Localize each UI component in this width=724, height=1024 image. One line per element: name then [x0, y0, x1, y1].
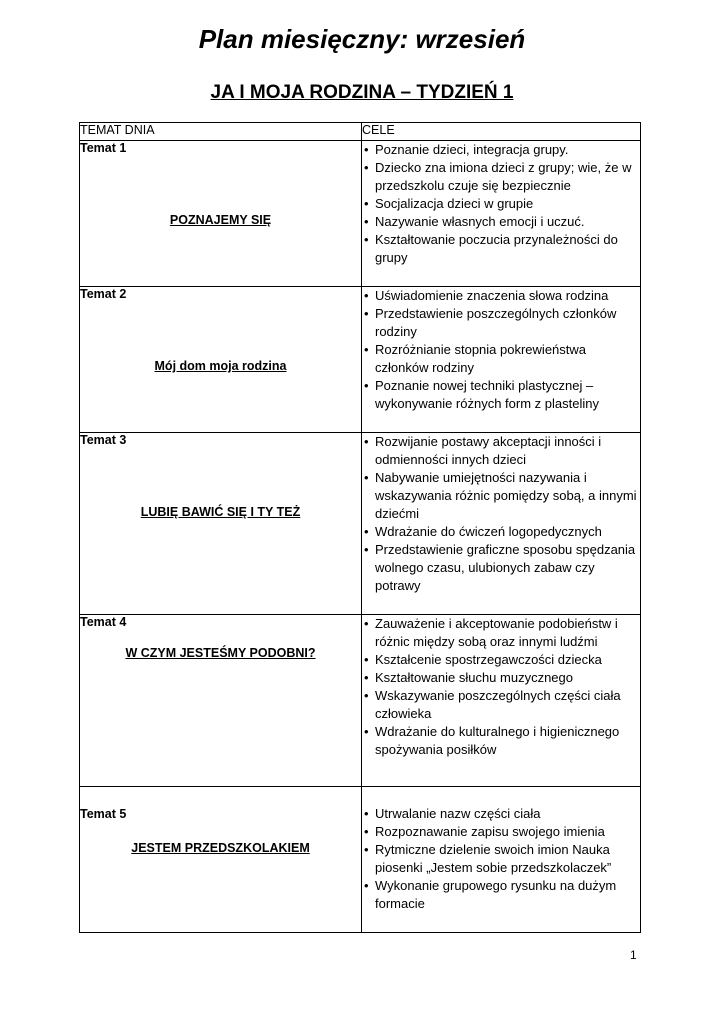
goal-item: • Dziecko zna imiona dzieci z grupy; wie, że w przedszkolu czuje się bezpiecznie — [362, 159, 640, 195]
topic-title: POZNAJEMY SIĘ — [169, 213, 272, 227]
goal-item: • Uświadomienie znaczenia słowa rodzina — [362, 287, 640, 305]
topic-title: LUBIĘ BAWIĆ SIĘ I TY TEŻ — [140, 505, 301, 519]
goal-item: • Nabywanie umiejętności nazywania i wskazywania różnic pomiędzy sobą, a innymi dziećmi — [362, 469, 640, 523]
goals-list — [362, 805, 640, 913]
topic-cell — [80, 287, 362, 433]
goal-item: • Wskazywanie poszczególnych części ciała człowieka — [362, 687, 640, 723]
goal-item: • Kształtowanie słuchu muzycznego — [362, 669, 640, 687]
topic-label: Temat 2 — [80, 287, 127, 301]
goal-item: • Poznanie nowej techniki plastycznej – wykonywanie różnych form z plasteliny — [362, 377, 640, 413]
goal-item: • Wykonanie grupowego rysunku na dużym formacie — [362, 877, 640, 913]
goal-item: • Rozpoznawanie zapisu swojego imienia — [362, 823, 640, 841]
goal-item: • Przedstawienie graficzne sposobu spędzania wolnego czasu, ulubionych zabaw czy potrawy — [362, 541, 640, 595]
goals-cell — [362, 287, 641, 433]
topic-cell — [80, 141, 362, 287]
topic-title: JESTEM PRZEDSZKOLAKIEM — [131, 841, 310, 855]
goal-item: • Poznanie dzieci, integracja grupy. — [362, 141, 640, 159]
goals-cell — [362, 141, 641, 287]
goal-item: • Nazywanie własnych emocji i uczuć. — [362, 213, 640, 231]
goal-item: • Kształtowanie poczucia przynależności do grupy — [362, 231, 640, 267]
goal-item: • Rozwijanie postawy akceptacji inności i odmienności innych dzieci — [362, 433, 640, 469]
topic-cell — [80, 615, 362, 787]
goal-item: • Zauważenie i akceptowanie podobieństw i różnic między sobą oraz innymi ludźmi — [362, 615, 640, 651]
table-row — [80, 287, 641, 433]
goals-list — [362, 141, 640, 267]
plan-table — [79, 122, 641, 933]
page-title: Plan miesięczny: wrzesień — [198, 24, 526, 54]
table-row — [80, 615, 641, 787]
goals-list — [362, 615, 640, 759]
topic-cell — [80, 787, 362, 933]
header-topic: TEMAT DNIA — [80, 123, 362, 141]
goals-cell — [362, 615, 641, 787]
topic-title: W CZYM JESTEŚMY PODOBNI? — [125, 646, 316, 660]
goal-item: • Rozróżnianie stopnia pokrewieństwa członków rodziny — [362, 341, 640, 377]
goal-item: • Utrwalanie nazw części ciała — [362, 805, 640, 823]
table-row — [80, 787, 641, 933]
goals-list — [362, 287, 640, 413]
topic-label: Temat 3 — [80, 433, 127, 447]
goals-cell — [362, 433, 641, 615]
topic-label: Temat 5 — [80, 807, 127, 821]
goal-item: • Wdrażanie do ćwiczeń logopedycznych — [362, 523, 640, 541]
week-subtitle: JA I MOJA RODZINA – TYDZIEŃ 1 — [210, 82, 514, 103]
table-row — [80, 433, 641, 615]
goal-item: • Przedstawienie poszczególnych członków rodziny — [362, 305, 640, 341]
topic-cell — [80, 433, 362, 615]
table-row — [80, 141, 641, 287]
header-goals: CELE — [362, 123, 641, 141]
page-number: 1 — [630, 948, 637, 962]
goal-item: • Socjalizacja dzieci w grupie — [362, 195, 640, 213]
table-header-row — [80, 123, 641, 141]
goals-cell — [362, 787, 641, 933]
goal-item: • Wdrażanie do kulturalnego i higienicznego spożywania posiłków — [362, 723, 640, 759]
topic-label: Temat 1 — [80, 141, 127, 155]
goal-item: • Kształcenie spostrzegawczości dziecka — [362, 651, 640, 669]
topic-title: Mój dom moja rodzina — [154, 359, 287, 373]
goal-item: • Rytmiczne dzielenie swoich imion Nauka piosenki „Jestem sobie przedszkolaczek” — [362, 841, 640, 877]
goals-list — [362, 433, 640, 595]
topic-label: Temat 4 — [80, 615, 127, 629]
